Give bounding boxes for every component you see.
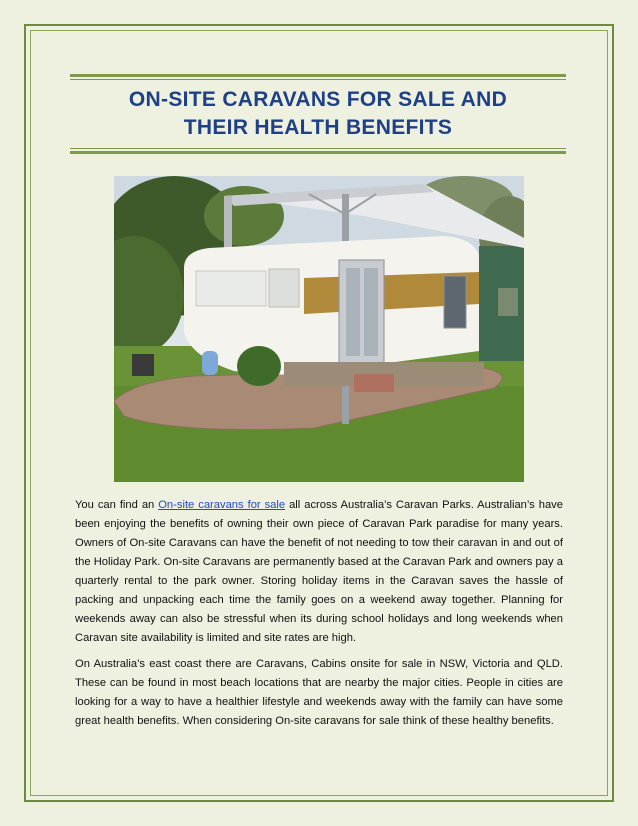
body-text <box>75 496 563 738</box>
title-rule-bottom <box>70 148 566 154</box>
paragraph-1-intro: You can find an <box>75 499 159 511</box>
title-line-2: THEIR HEALTH BENEFITS <box>183 116 453 139</box>
onsite-caravans-link[interactable]: On-site caravans for sale <box>158 499 286 511</box>
paragraph-1 <box>75 496 563 648</box>
title-line-1: ON-SITE CARAVANS FOR SALE AND <box>128 88 508 111</box>
title-rule-top <box>70 74 566 80</box>
caravan-photo <box>114 176 524 482</box>
page-title <box>70 86 566 142</box>
paragraph-1-rest: all across Australia’s Caravan Parks. Australian’s have been enjoying the benefits of owning their own piece of Caravan Park paradise for many years. Owners of On-site Caravans can have the benefit of not needing to tow their caravan in and out of the Holiday Park. On-site Caravans are permanently based at the Caravan Park and owners pay a quarterly rental to the park owner. Storing holiday items in the Caravan saves the hassle of packing and unpacking each time the family goes on a weekend away together. Planning for weekends away can also be stressful when its during school holidays and long weekends when Caravan site availability is limited and site rates are high. <box>75 499 563 644</box>
paragraph-2: On Australia’s east coast there are Caravans, Cabins onsite for sale in NSW, Victoria and QLD. These can be found in most beach locations that are nearby the major cities. People in cities are looking for a way to have a healthier lifestyle and weekends away with the family can have some great health benefits. When considering On-site caravans for sale think of these healthy benefits. <box>75 658 563 727</box>
